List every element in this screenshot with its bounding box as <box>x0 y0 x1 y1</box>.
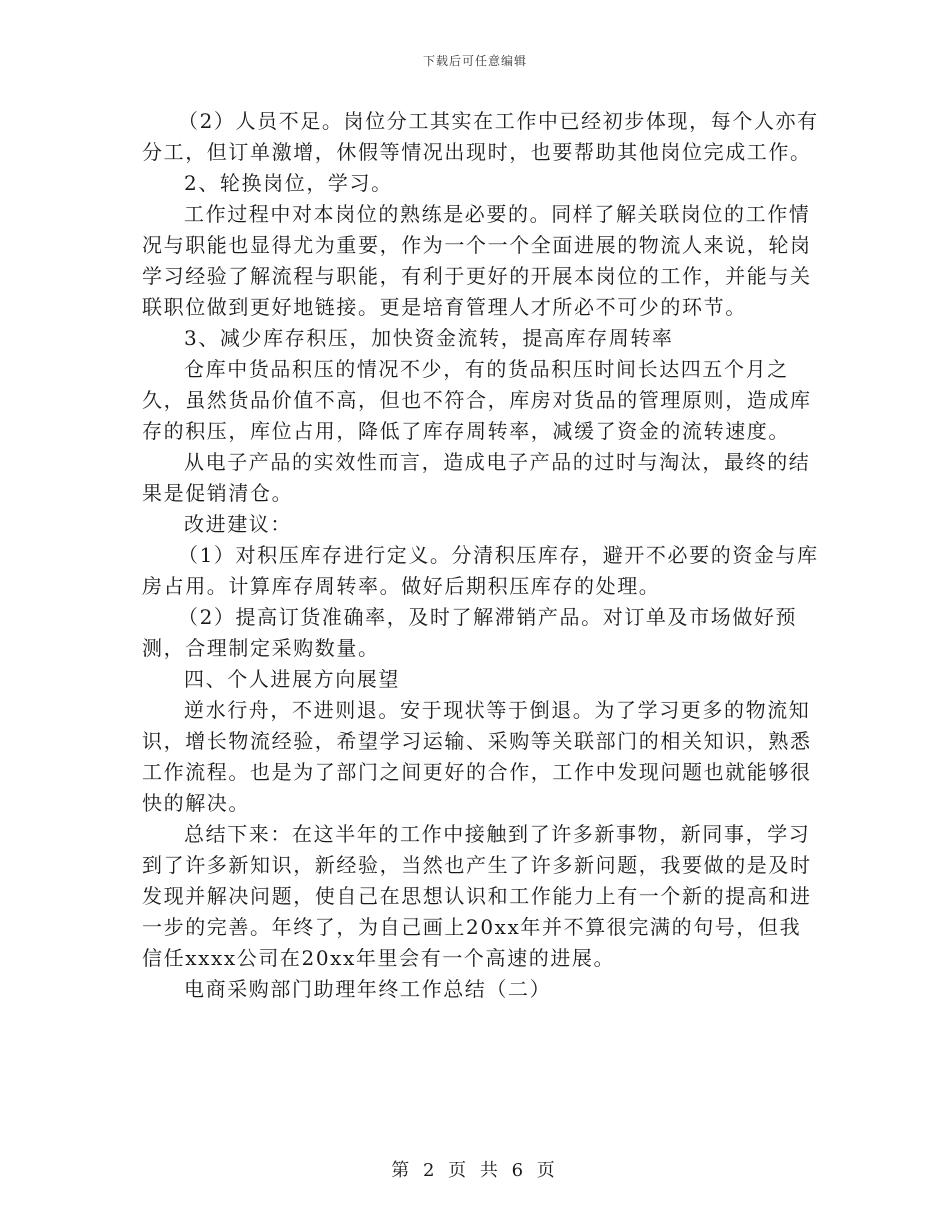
subheading: 改进建议： <box>184 512 292 536</box>
section-heading: 3、减少库存积压，加快资金流转，提高库存周转率 <box>184 326 674 350</box>
section-heading: 四、个人进展方向展望 <box>184 667 400 691</box>
paragraph: （2）人员不足。岗位分工其实在工作中已经初步体现，每个人亦有分工，但订单激增，休假等情况出现时，也要帮助其他岗位完成工作。 <box>142 109 819 164</box>
page-number-footer: 第 2 页 共 6 页 <box>391 1160 559 1181</box>
page-header-note: 下载后可任意编辑 <box>422 54 527 68</box>
paragraph: 从电子产品的实效性而言，造成电子产品的过时与淘汰，最终的结果是促销清仓。 <box>142 450 811 505</box>
paragraph: （2）提高订货准确率，及时了解滞销产品。对订单及市场做好预测，合理制定采购数量。 <box>142 605 798 660</box>
paragraph: 逆水行舟，不进则退。安于现状等于倒退。为了学习更多的物流知识，增长物流经验，希望学习运输、采购等关联部门的相关知识，熟悉工作流程。也是为了部门之间更好的合作，工作中发现问题也就能够很快的解决。 <box>142 698 812 815</box>
paragraph: 仓库中货品积压的情况不少，有的货品积压时间长达四五个月之久，虽然货品价值不高，但也不符合，库房对货品的管理原则，造成库存的积压，库位占用，降低了库存周转率，减缓了资金的流转速度。 <box>142 357 812 443</box>
section-heading: 电商采购部门助理年终工作总结（二） <box>184 977 552 1001</box>
section-heading: 2、轮换岗位，学习。 <box>184 171 393 195</box>
paragraph: 总结下来：在这半年的工作中接触到了许多新事物，新同事，学习到了许多新知识，新经验，当然也产生了许多新问题，我要做的是及时发现并解决问题，使自己在思想认识和工作能力上有一个新的提高和进一步的完善。年终了，为自己画上20xx年并不算很完满的句号，但我信任xxxx公司在20xx年里会有一个高速的进展。 <box>142 822 812 970</box>
document-body <box>142 106 822 1005</box>
paragraph: （1）对积压库存进行定义。分清积压库存，避开不必要的资金与库房占用。计算库存周转率。做好后期积压库存的处理。 <box>142 543 819 598</box>
paragraph: 工作过程中对本岗位的熟练是必要的。同样了解关联岗位的工作情况与职能也显得尤为重要，作为一个一个全面进展的物流人来说，轮岗学习经验了解流程与职能，有利于更好的开展本岗位的工作，并能与关联职位做到更好地链接。更是培育管理人才所必不可少的环节。 <box>142 202 812 319</box>
